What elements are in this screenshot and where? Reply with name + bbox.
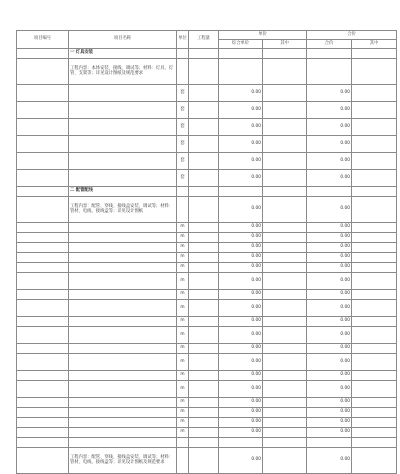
cell-total: 0.00 <box>307 381 352 398</box>
cell-code <box>17 398 69 408</box>
cell-unit: m <box>177 408 189 418</box>
cell-total-part <box>352 85 397 102</box>
cell-quantity <box>189 418 219 428</box>
cell-unit-price: 0.00 <box>219 233 263 243</box>
cell-unit-price: 0.00 <box>219 85 263 102</box>
cell-unit-price-part <box>263 197 307 223</box>
table-row <box>17 418 397 428</box>
table-row <box>17 170 397 187</box>
cell-total-part <box>352 300 397 317</box>
table-row <box>17 428 397 438</box>
cell-code <box>17 119 69 136</box>
cell-code <box>17 49 69 59</box>
cell-quantity <box>189 85 219 102</box>
cell-code <box>17 263 69 273</box>
cell-quantity <box>189 300 219 317</box>
cell-unit: m <box>177 418 189 428</box>
cell-total: 0.00 <box>307 197 352 223</box>
cell-name <box>69 300 177 317</box>
cell-total <box>307 438 352 448</box>
cell-unit-price: 0.00 <box>219 102 263 119</box>
cell-unit-price: 0.00 <box>219 381 263 398</box>
cell-unit-price: 0.00 <box>219 136 263 153</box>
cell-name <box>69 223 177 233</box>
header-total-part: 其中 <box>352 40 397 49</box>
table-row <box>17 263 397 273</box>
table-row <box>17 197 397 223</box>
cell-unit: m <box>177 371 189 381</box>
cell-total: 0.00 <box>307 223 352 233</box>
cell-unit-price <box>219 59 263 85</box>
cell-total: 0.00 <box>307 136 352 153</box>
cell-name <box>69 263 177 273</box>
table-row <box>17 371 397 381</box>
cell-name <box>69 233 177 243</box>
cell-unit: m <box>177 327 189 344</box>
cell-total <box>307 187 352 197</box>
cell-code <box>17 243 69 253</box>
cell-total-part <box>352 136 397 153</box>
table-row <box>17 408 397 418</box>
cell-code <box>17 85 69 102</box>
cell-unit-price-part <box>263 300 307 317</box>
cell-quantity <box>189 344 219 354</box>
table-row <box>17 59 397 85</box>
cell-unit: m <box>177 233 189 243</box>
cell-unit-price-part <box>263 119 307 136</box>
cell-quantity <box>189 136 219 153</box>
table-row <box>17 438 397 448</box>
cell-code <box>17 170 69 187</box>
cell-total: 0.00 <box>307 448 352 474</box>
cell-unit-price-part <box>263 223 307 233</box>
cell-name <box>69 290 177 300</box>
cell-unit-price-part <box>263 153 307 170</box>
table-row <box>17 327 397 344</box>
cell-unit-price-part <box>263 317 307 327</box>
header-group-total: 合价 <box>307 31 397 40</box>
cell-unit: m <box>177 398 189 408</box>
cell-total: 0.00 <box>307 243 352 253</box>
cell-unit-price: 0.00 <box>219 418 263 428</box>
cell-unit-price: 0.00 <box>219 273 263 290</box>
cell-unit: m <box>177 381 189 398</box>
cell-unit-price-part <box>263 170 307 187</box>
cell-unit <box>177 187 189 197</box>
header-group-unit-price: 单价 <box>219 31 307 40</box>
cell-code <box>17 448 69 474</box>
cell-unit: m <box>177 273 189 290</box>
cell-quantity <box>189 170 219 187</box>
cell-unit: m <box>177 300 189 317</box>
cell-code <box>17 418 69 428</box>
cell-unit <box>177 197 189 223</box>
cell-unit-price <box>219 438 263 448</box>
cell-quantity <box>189 59 219 85</box>
cell-name <box>69 371 177 381</box>
cell-total: 0.00 <box>307 418 352 428</box>
cell-unit-price-part <box>263 136 307 153</box>
cell-quantity <box>189 102 219 119</box>
table-row <box>17 354 397 371</box>
cell-total: 0.00 <box>307 300 352 317</box>
cell-total-part <box>352 119 397 136</box>
cell-total-part <box>352 371 397 381</box>
table-row <box>17 223 397 233</box>
cell-unit: m <box>177 290 189 300</box>
cell-name <box>69 119 177 136</box>
cell-unit: m <box>177 243 189 253</box>
cell-total-part <box>352 438 397 448</box>
cell-total: 0.00 <box>307 354 352 371</box>
cell-code <box>17 273 69 290</box>
table-row <box>17 290 397 300</box>
table-row <box>17 344 397 354</box>
cell-unit-price: 0.00 <box>219 300 263 317</box>
cell-unit-price-part <box>263 290 307 300</box>
cell-unit-price <box>219 49 263 59</box>
cell-name <box>69 317 177 327</box>
cell-unit-price: 0.00 <box>219 327 263 344</box>
quantity-table <box>16 30 397 474</box>
cell-total-part <box>352 398 397 408</box>
cell-unit <box>177 438 189 448</box>
cell-unit-price-part <box>263 381 307 398</box>
cell-unit: 套 <box>177 153 189 170</box>
cell-unit-price-part <box>263 49 307 59</box>
cell-unit-price-part <box>263 448 307 474</box>
cell-code <box>17 153 69 170</box>
cell-total: 0.00 <box>307 102 352 119</box>
cell-total: 0.00 <box>307 344 352 354</box>
cell-unit <box>177 448 189 474</box>
cell-unit-price-part <box>263 398 307 408</box>
cell-total: 0.00 <box>307 371 352 381</box>
cell-name <box>69 273 177 290</box>
cell-unit: 套 <box>177 85 189 102</box>
cell-unit-price: 0.00 <box>219 371 263 381</box>
cell-unit-price: 0.00 <box>219 170 263 187</box>
cell-quantity <box>189 187 219 197</box>
cell-code <box>17 197 69 223</box>
section-row <box>17 187 397 197</box>
header-name: 项目名称 <box>69 31 177 49</box>
cell-total-part <box>352 327 397 344</box>
cell-unit-price: 0.00 <box>219 448 263 474</box>
cell-code <box>17 136 69 153</box>
cell-code <box>17 327 69 344</box>
cell-unit-price-part <box>263 418 307 428</box>
cell-unit-price: 0.00 <box>219 398 263 408</box>
table-row <box>17 253 397 263</box>
cell-unit: m <box>177 253 189 263</box>
cell-unit-price-part <box>263 371 307 381</box>
cell-code <box>17 59 69 85</box>
cell-unit: 套 <box>177 136 189 153</box>
cell-unit: m <box>177 317 189 327</box>
cell-quantity <box>189 233 219 243</box>
cell-unit-price: 0.00 <box>219 243 263 253</box>
cell-quantity <box>189 263 219 273</box>
section-row <box>17 49 397 59</box>
cell-total-part <box>352 290 397 300</box>
cell-total-part <box>352 317 397 327</box>
cell-total: 0.00 <box>307 408 352 418</box>
cell-name <box>69 327 177 344</box>
cell-total-part <box>352 418 397 428</box>
header-code: 项目编号 <box>17 31 69 49</box>
cell-code <box>17 408 69 418</box>
cell-unit-price-part <box>263 187 307 197</box>
cell-unit: 套 <box>177 102 189 119</box>
cell-quantity <box>189 371 219 381</box>
cell-unit-price-part <box>263 85 307 102</box>
cell-code <box>17 344 69 354</box>
cell-unit-price-part <box>263 263 307 273</box>
cell-unit: m <box>177 263 189 273</box>
cell-code <box>17 187 69 197</box>
cell-total: 0.00 <box>307 263 352 273</box>
cell-code <box>17 438 69 448</box>
cell-code <box>17 102 69 119</box>
cell-total <box>307 59 352 85</box>
cell-total: 0.00 <box>307 233 352 243</box>
cell-total-part <box>352 428 397 438</box>
cell-total: 0.00 <box>307 398 352 408</box>
cell-total-part <box>352 253 397 263</box>
cell-total-part <box>352 197 397 223</box>
cell-total: 0.00 <box>307 327 352 344</box>
cell-total-part <box>352 408 397 418</box>
cell-unit-price-part <box>263 102 307 119</box>
cell-unit <box>177 59 189 85</box>
cell-name <box>69 344 177 354</box>
cell-code <box>17 354 69 371</box>
cell-unit: m <box>177 223 189 233</box>
cell-total-part <box>352 49 397 59</box>
cell-name <box>69 85 177 102</box>
cell-unit-price: 0.00 <box>219 317 263 327</box>
cell-unit-price: 0.00 <box>219 223 263 233</box>
cell-unit <box>177 49 189 59</box>
cell-quantity <box>189 153 219 170</box>
cell-unit: 套 <box>177 170 189 187</box>
cell-quantity <box>189 273 219 290</box>
cell-unit-price: 0.00 <box>219 119 263 136</box>
header-total: 合价 <box>307 40 352 49</box>
cell-name <box>69 253 177 263</box>
table-row <box>17 119 397 136</box>
cell-unit-price: 0.00 <box>219 263 263 273</box>
cell-unit-price: 0.00 <box>219 197 263 223</box>
cell-total-part <box>352 273 397 290</box>
cell-quantity <box>189 354 219 371</box>
cell-unit-price-part <box>263 354 307 371</box>
cell-unit-price-part <box>263 327 307 344</box>
cell-name <box>69 438 177 448</box>
cell-unit: m <box>177 428 189 438</box>
cell-quantity <box>189 327 219 344</box>
cell-quantity <box>189 49 219 59</box>
cell-unit-price-part <box>263 59 307 85</box>
cell-quantity <box>189 119 219 136</box>
cell-unit-price: 0.00 <box>219 290 263 300</box>
cell-total-part <box>352 263 397 273</box>
table-row <box>17 381 397 398</box>
table-row <box>17 233 397 243</box>
table-row <box>17 273 397 290</box>
cell-quantity <box>189 223 219 233</box>
cell-total-part <box>352 59 397 85</box>
cell-quantity <box>189 448 219 474</box>
cell-quantity <box>189 428 219 438</box>
cell-name: 一 灯具安装 <box>69 49 177 59</box>
cell-code <box>17 233 69 243</box>
cell-total: 0.00 <box>307 428 352 438</box>
cell-name <box>69 153 177 170</box>
cell-total <box>307 49 352 59</box>
cell-name <box>69 398 177 408</box>
cell-unit-price-part <box>263 408 307 418</box>
table-row <box>17 85 397 102</box>
table-row <box>17 300 397 317</box>
cell-code <box>17 381 69 398</box>
cell-code <box>17 371 69 381</box>
cell-quantity <box>189 253 219 263</box>
cell-total-part <box>352 243 397 253</box>
cell-name <box>69 428 177 438</box>
cell-unit-price-part <box>263 344 307 354</box>
cell-total-part <box>352 448 397 474</box>
cell-code <box>17 253 69 263</box>
cell-total-part <box>352 233 397 243</box>
cell-quantity <box>189 381 219 398</box>
cell-quantity <box>189 438 219 448</box>
cell-unit-price-part <box>263 438 307 448</box>
cell-unit-price <box>219 187 263 197</box>
cell-quantity <box>189 197 219 223</box>
cell-code <box>17 317 69 327</box>
cell-code <box>17 223 69 233</box>
cell-name <box>69 243 177 253</box>
cell-unit-price: 0.00 <box>219 153 263 170</box>
cell-total-part <box>352 187 397 197</box>
cell-unit: 套 <box>177 119 189 136</box>
cell-unit-price: 0.00 <box>219 408 263 418</box>
cell-total: 0.00 <box>307 85 352 102</box>
cell-total: 0.00 <box>307 170 352 187</box>
cell-total-part <box>352 170 397 187</box>
cell-unit-price: 0.00 <box>219 354 263 371</box>
cell-unit-price: 0.00 <box>219 253 263 263</box>
cell-total-part <box>352 153 397 170</box>
cell-total-part <box>352 344 397 354</box>
header-unit: 单位 <box>177 31 189 49</box>
cell-total: 0.00 <box>307 119 352 136</box>
cell-name <box>69 136 177 153</box>
cell-quantity <box>189 398 219 408</box>
table-row <box>17 136 397 153</box>
cell-total-part <box>352 102 397 119</box>
table-row <box>17 153 397 170</box>
cell-unit-price-part <box>263 233 307 243</box>
cell-unit-price-part <box>263 253 307 263</box>
cell-unit-price: 0.00 <box>219 428 263 438</box>
cell-name: 工程内容：配管、穿线、接线盒安装、调试等；材料：管材、电线、接线盒等；详见设计图纸及规范要求 <box>69 448 177 474</box>
table-row <box>17 448 397 474</box>
cell-total: 0.00 <box>307 290 352 300</box>
cell-unit-price-part <box>263 428 307 438</box>
cell-total: 0.00 <box>307 253 352 263</box>
table-row <box>17 317 397 327</box>
cell-name <box>69 418 177 428</box>
cell-quantity <box>189 290 219 300</box>
cell-code <box>17 300 69 317</box>
cell-total: 0.00 <box>307 153 352 170</box>
cell-total-part <box>352 354 397 371</box>
cell-total: 0.00 <box>307 317 352 327</box>
table-row <box>17 102 397 119</box>
cell-unit: m <box>177 354 189 371</box>
header-quantity: 工程量 <box>189 31 219 49</box>
cell-name: 工程内容：本体安装、接线、调试等；材料：灯具、灯管、支架等；详见设计图纸及规范要求 <box>69 59 177 85</box>
cell-quantity <box>189 243 219 253</box>
cell-total: 0.00 <box>307 273 352 290</box>
cell-name <box>69 381 177 398</box>
header-unit-price: 综合单价 <box>219 40 263 49</box>
cell-unit-price-part <box>263 273 307 290</box>
cell-unit: m <box>177 344 189 354</box>
cell-quantity <box>189 317 219 327</box>
cell-name <box>69 354 177 371</box>
cell-name: 工程内容：配管、穿线、接线盒安装、调试等；材料：管材、电线、接线盒等；详见设计图纸 <box>69 197 177 223</box>
cell-quantity <box>189 408 219 418</box>
cell-unit-price: 0.00 <box>219 344 263 354</box>
cell-code <box>17 290 69 300</box>
table-row <box>17 398 397 408</box>
cell-name <box>69 102 177 119</box>
table-row <box>17 243 397 253</box>
cell-total-part <box>352 223 397 233</box>
table-header <box>17 31 397 49</box>
cell-name: 二 配管配线 <box>69 187 177 197</box>
header-unit-price-part: 其中 <box>263 40 307 49</box>
cell-name <box>69 170 177 187</box>
cell-name <box>69 408 177 418</box>
cell-unit-price-part <box>263 243 307 253</box>
cell-code <box>17 428 69 438</box>
cell-total-part <box>352 381 397 398</box>
